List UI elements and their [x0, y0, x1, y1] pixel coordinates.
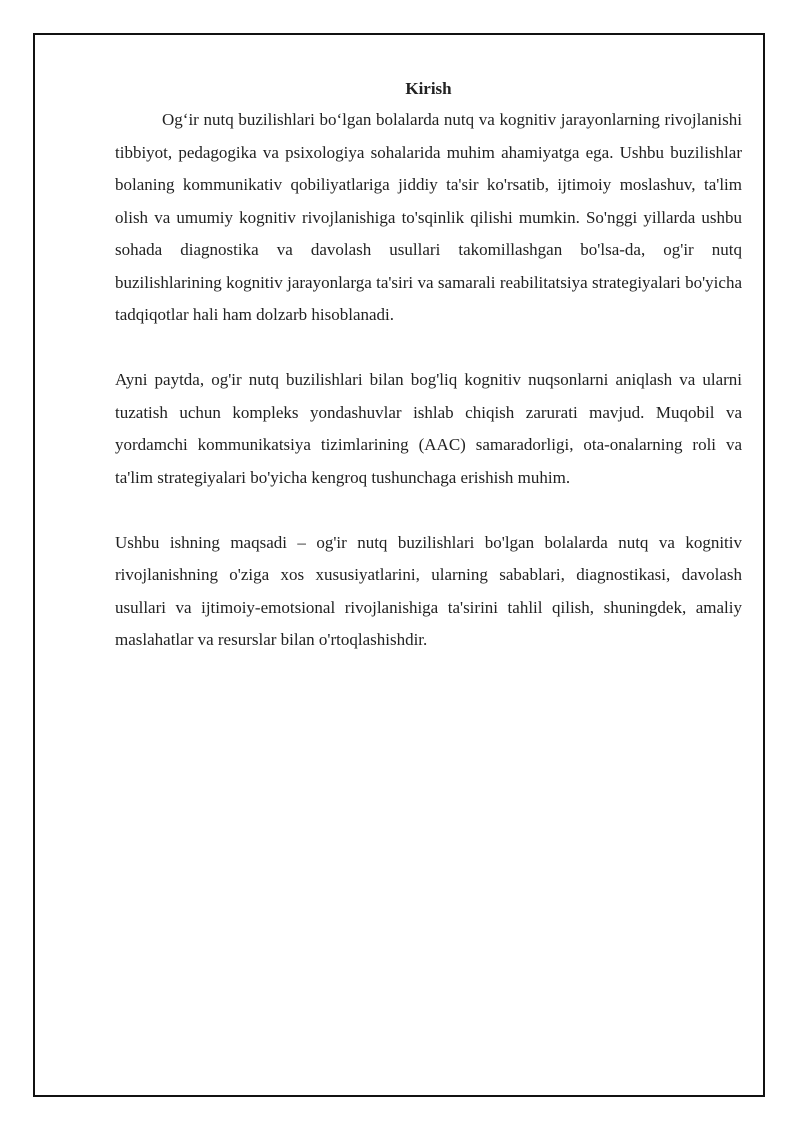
paragraph-2: Ayni paytda, og'ir nutq buzilishlari bilan bog'liq kognitiv nuqsonlarni aniqlash va ularni tuzatish uchun kompleks yondashuvlar ishlab chiqish zarurati mavjud. Muqobil va yordamchi kommunikatsiya tizimlarining (AAC) samaradorligi, ota-onalarning roli va ta'lim strategiyalari bo'yicha kengroq tushunchaga erishish muhim. — [115, 370, 742, 487]
paragraph-spacer — [115, 332, 742, 365]
paragraph-1: Og‘ir nutq buzilishlari bo‘lgan bolalarda nutq va kognitiv jarayonlarning rivojlanishi tibbiyot, pedagogika va psixologiya sohalarida muhim ahamiyatga ega. Ushbu buzilishlar bolaning kommunikativ qobiliyatlariga jiddiy ta'sir ko'rsatib, ijtimoiy moslashuv, ta'lim olish va umumiy kognitiv rivojlanishiga to'sqinlik qilishi mumkin. So'nggi yillarda ushbu sohada diagnostika va davolash usullari takomillashgan bo'lsa-da, og'ir nutq buzilishlarining kognitiv jarayonlarga ta'siri va samarali reabilitatsiya strategiyalari bo'yicha tadqiqotlar hali ham dolzarb hisoblanadi. — [115, 110, 742, 324]
paragraph-3: Ushbu ishning maqsadi – og'ir nutq buzilishlari bo'lgan bolalarda nutq va kognitiv rivojlanishning o'ziga xos xususiyatlarini, ularning sabablari, diagnostikasi, davolash usullari va ijtimoiy-emotsional rivojlanishiga ta'sirini tahlil qilish, shuningdek, amaliy maslahatlar va resurslar bilan o'rtoqlashishdir. — [115, 532, 742, 649]
document-title: Kirish — [405, 79, 452, 98]
paragraph-spacer — [115, 494, 742, 527]
document-body — [115, 76, 742, 657]
